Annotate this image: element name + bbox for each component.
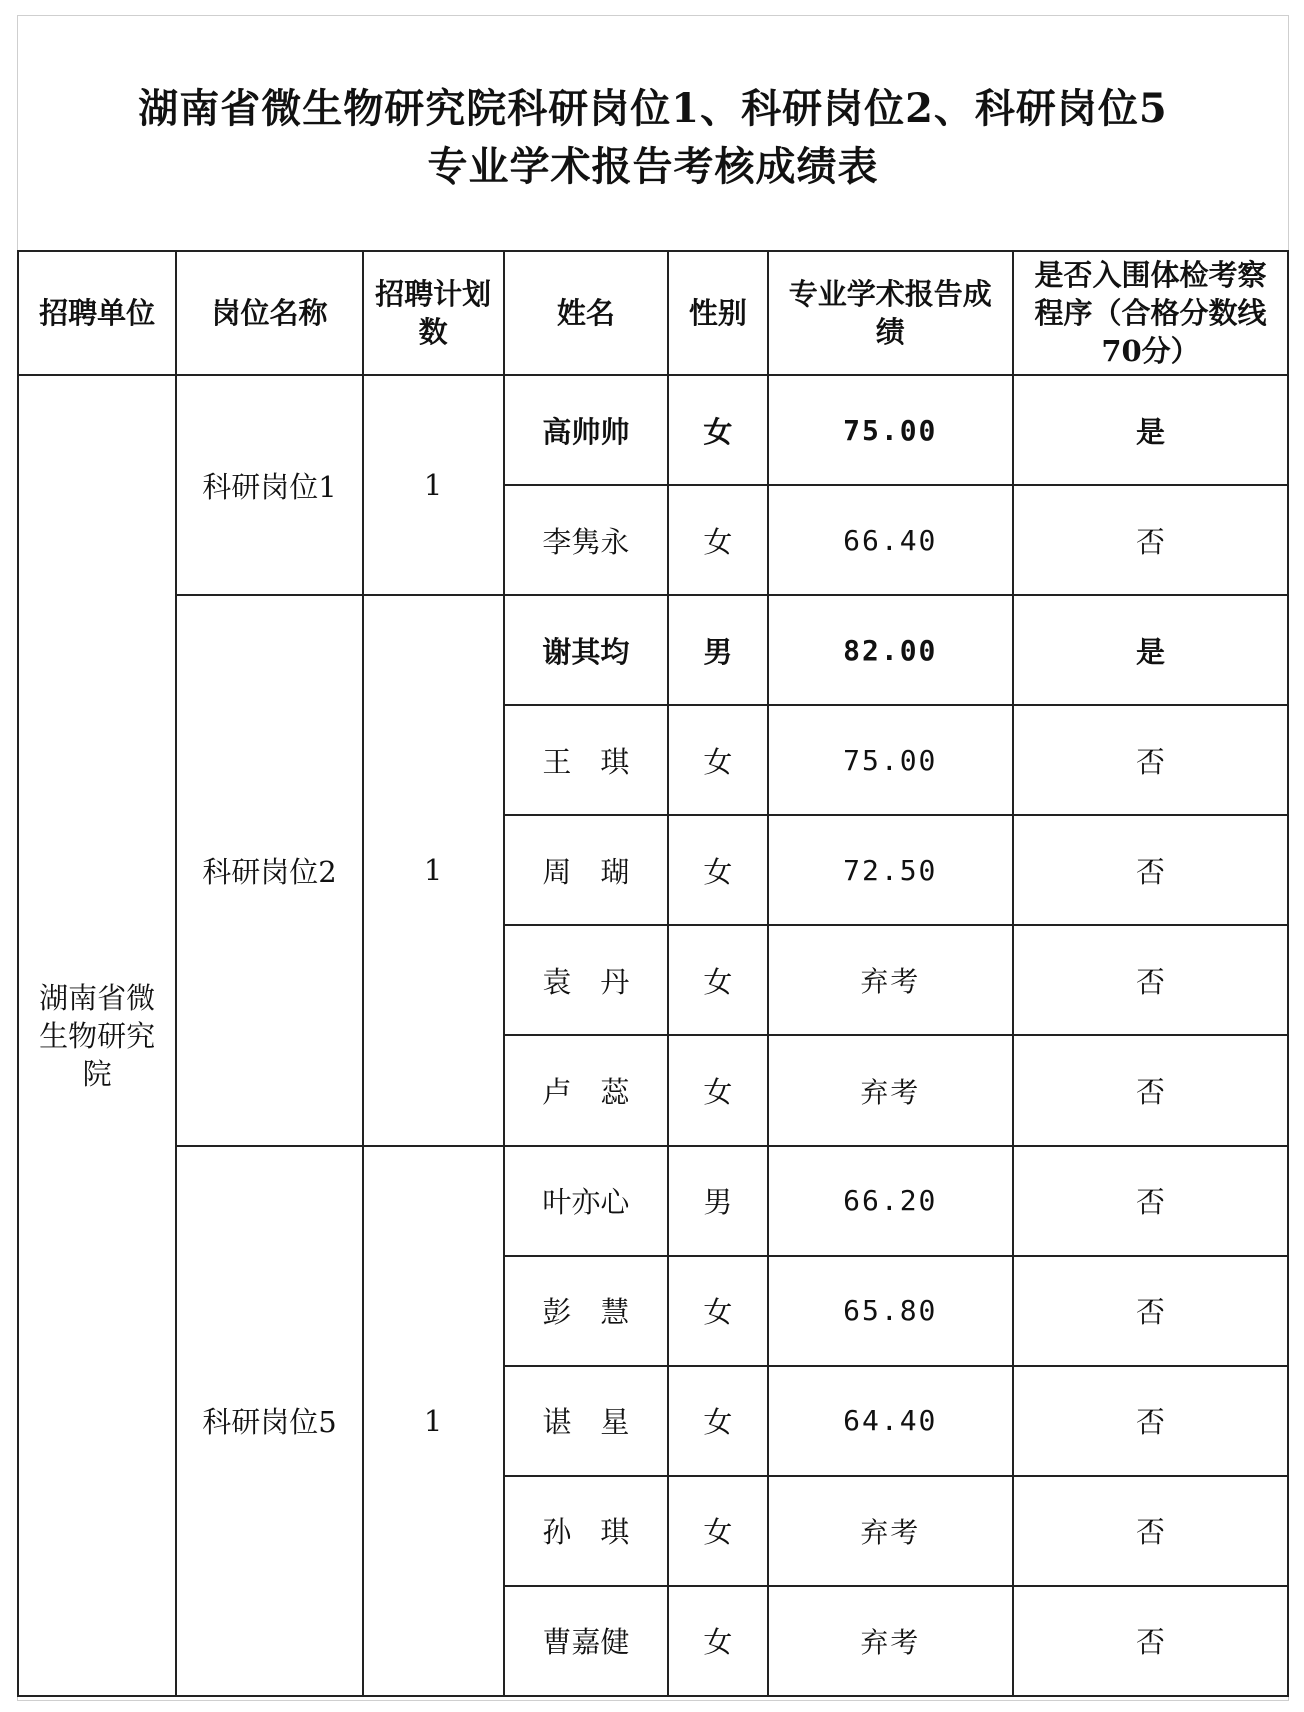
cell-pass: 否 [1013, 815, 1288, 925]
cell-name: 彭 慧 [504, 1256, 669, 1366]
cell-gender: 女 [668, 1035, 767, 1145]
cell-gender: 女 [668, 375, 767, 485]
cell-gender: 女 [668, 705, 767, 815]
cell-score: 弃考 [768, 925, 1013, 1035]
cell-score: 66.20 [768, 1146, 1013, 1256]
header-plan: 招聘计划数 [363, 251, 504, 375]
cell-name: 孙 琪 [504, 1476, 669, 1586]
cell-pass: 否 [1013, 1366, 1288, 1476]
cell-name: 袁 丹 [504, 925, 669, 1035]
cell-gender: 女 [668, 1586, 767, 1696]
cell-pass: 否 [1013, 1476, 1288, 1586]
header-pass: 是否入围体检考察程序（合格分数线70分） [1013, 251, 1288, 375]
cell-gender: 女 [668, 1256, 767, 1366]
cell-name: 叶亦心 [504, 1146, 669, 1256]
cell-name: 周 瑚 [504, 815, 669, 925]
cell-gender: 男 [668, 1146, 767, 1256]
title-line-1: 湖南省微生物研究院科研岗位1、科研岗位2、科研岗位5 [138, 85, 1168, 132]
cell-pass: 否 [1013, 925, 1288, 1035]
header-row [18, 251, 1288, 375]
cell-name: 王 琪 [504, 705, 669, 815]
header-name: 姓名 [504, 251, 669, 375]
table-row [18, 375, 1288, 485]
cell-name: 曹嘉健 [504, 1586, 669, 1696]
cell-gender: 女 [668, 925, 767, 1035]
cell-score: 弃考 [768, 1476, 1013, 1586]
cell-score: 弃考 [768, 1035, 1013, 1145]
cell-gender: 女 [668, 1366, 767, 1476]
cell-score: 82.00 [768, 595, 1013, 705]
cell-name: 李隽永 [504, 485, 669, 595]
header-gender: 性别 [668, 251, 767, 375]
cell-name: 高帅帅 [504, 375, 669, 485]
table-body [18, 375, 1288, 1696]
cell-post: 科研岗位5 [176, 1146, 363, 1696]
cell-score: 75.00 [768, 705, 1013, 815]
cell-plan: 1 [363, 595, 504, 1145]
cell-gender: 男 [668, 595, 767, 705]
cell-name: 谌 星 [504, 1366, 669, 1476]
cell-unit: 湖南省微生物研究院 [18, 375, 176, 1696]
title-line-2: 专业学术报告考核成绩表 [427, 143, 879, 190]
cell-name: 谢其均 [504, 595, 669, 705]
cell-pass: 是 [1013, 595, 1288, 705]
cell-score: 65.80 [768, 1256, 1013, 1366]
cell-pass: 否 [1013, 705, 1288, 815]
cell-pass: 否 [1013, 1035, 1288, 1145]
cell-pass: 否 [1013, 1586, 1288, 1696]
cell-gender: 女 [668, 815, 767, 925]
cell-pass: 否 [1013, 485, 1288, 595]
cell-gender: 女 [668, 485, 767, 595]
document-title [17, 80, 1289, 196]
cell-score: 弃考 [768, 1586, 1013, 1696]
cell-plan: 1 [363, 375, 504, 595]
cell-post: 科研岗位1 [176, 375, 363, 595]
cell-score: 72.50 [768, 815, 1013, 925]
cell-pass: 是 [1013, 375, 1288, 485]
cell-score: 66.40 [768, 485, 1013, 595]
cell-score: 75.00 [768, 375, 1013, 485]
header-score: 专业学术报告成绩 [768, 251, 1013, 375]
cell-gender: 女 [668, 1476, 767, 1586]
header-post: 岗位名称 [176, 251, 363, 375]
cell-pass: 否 [1013, 1256, 1288, 1366]
cell-name: 卢 蕊 [504, 1035, 669, 1145]
header-unit: 招聘单位 [18, 251, 176, 375]
table-row [18, 1146, 1288, 1256]
score-table [17, 250, 1289, 1697]
cell-post: 科研岗位2 [176, 595, 363, 1145]
cell-score: 64.40 [768, 1366, 1013, 1476]
table-row [18, 595, 1288, 705]
cell-plan: 1 [363, 1146, 504, 1696]
cell-pass: 否 [1013, 1146, 1288, 1256]
